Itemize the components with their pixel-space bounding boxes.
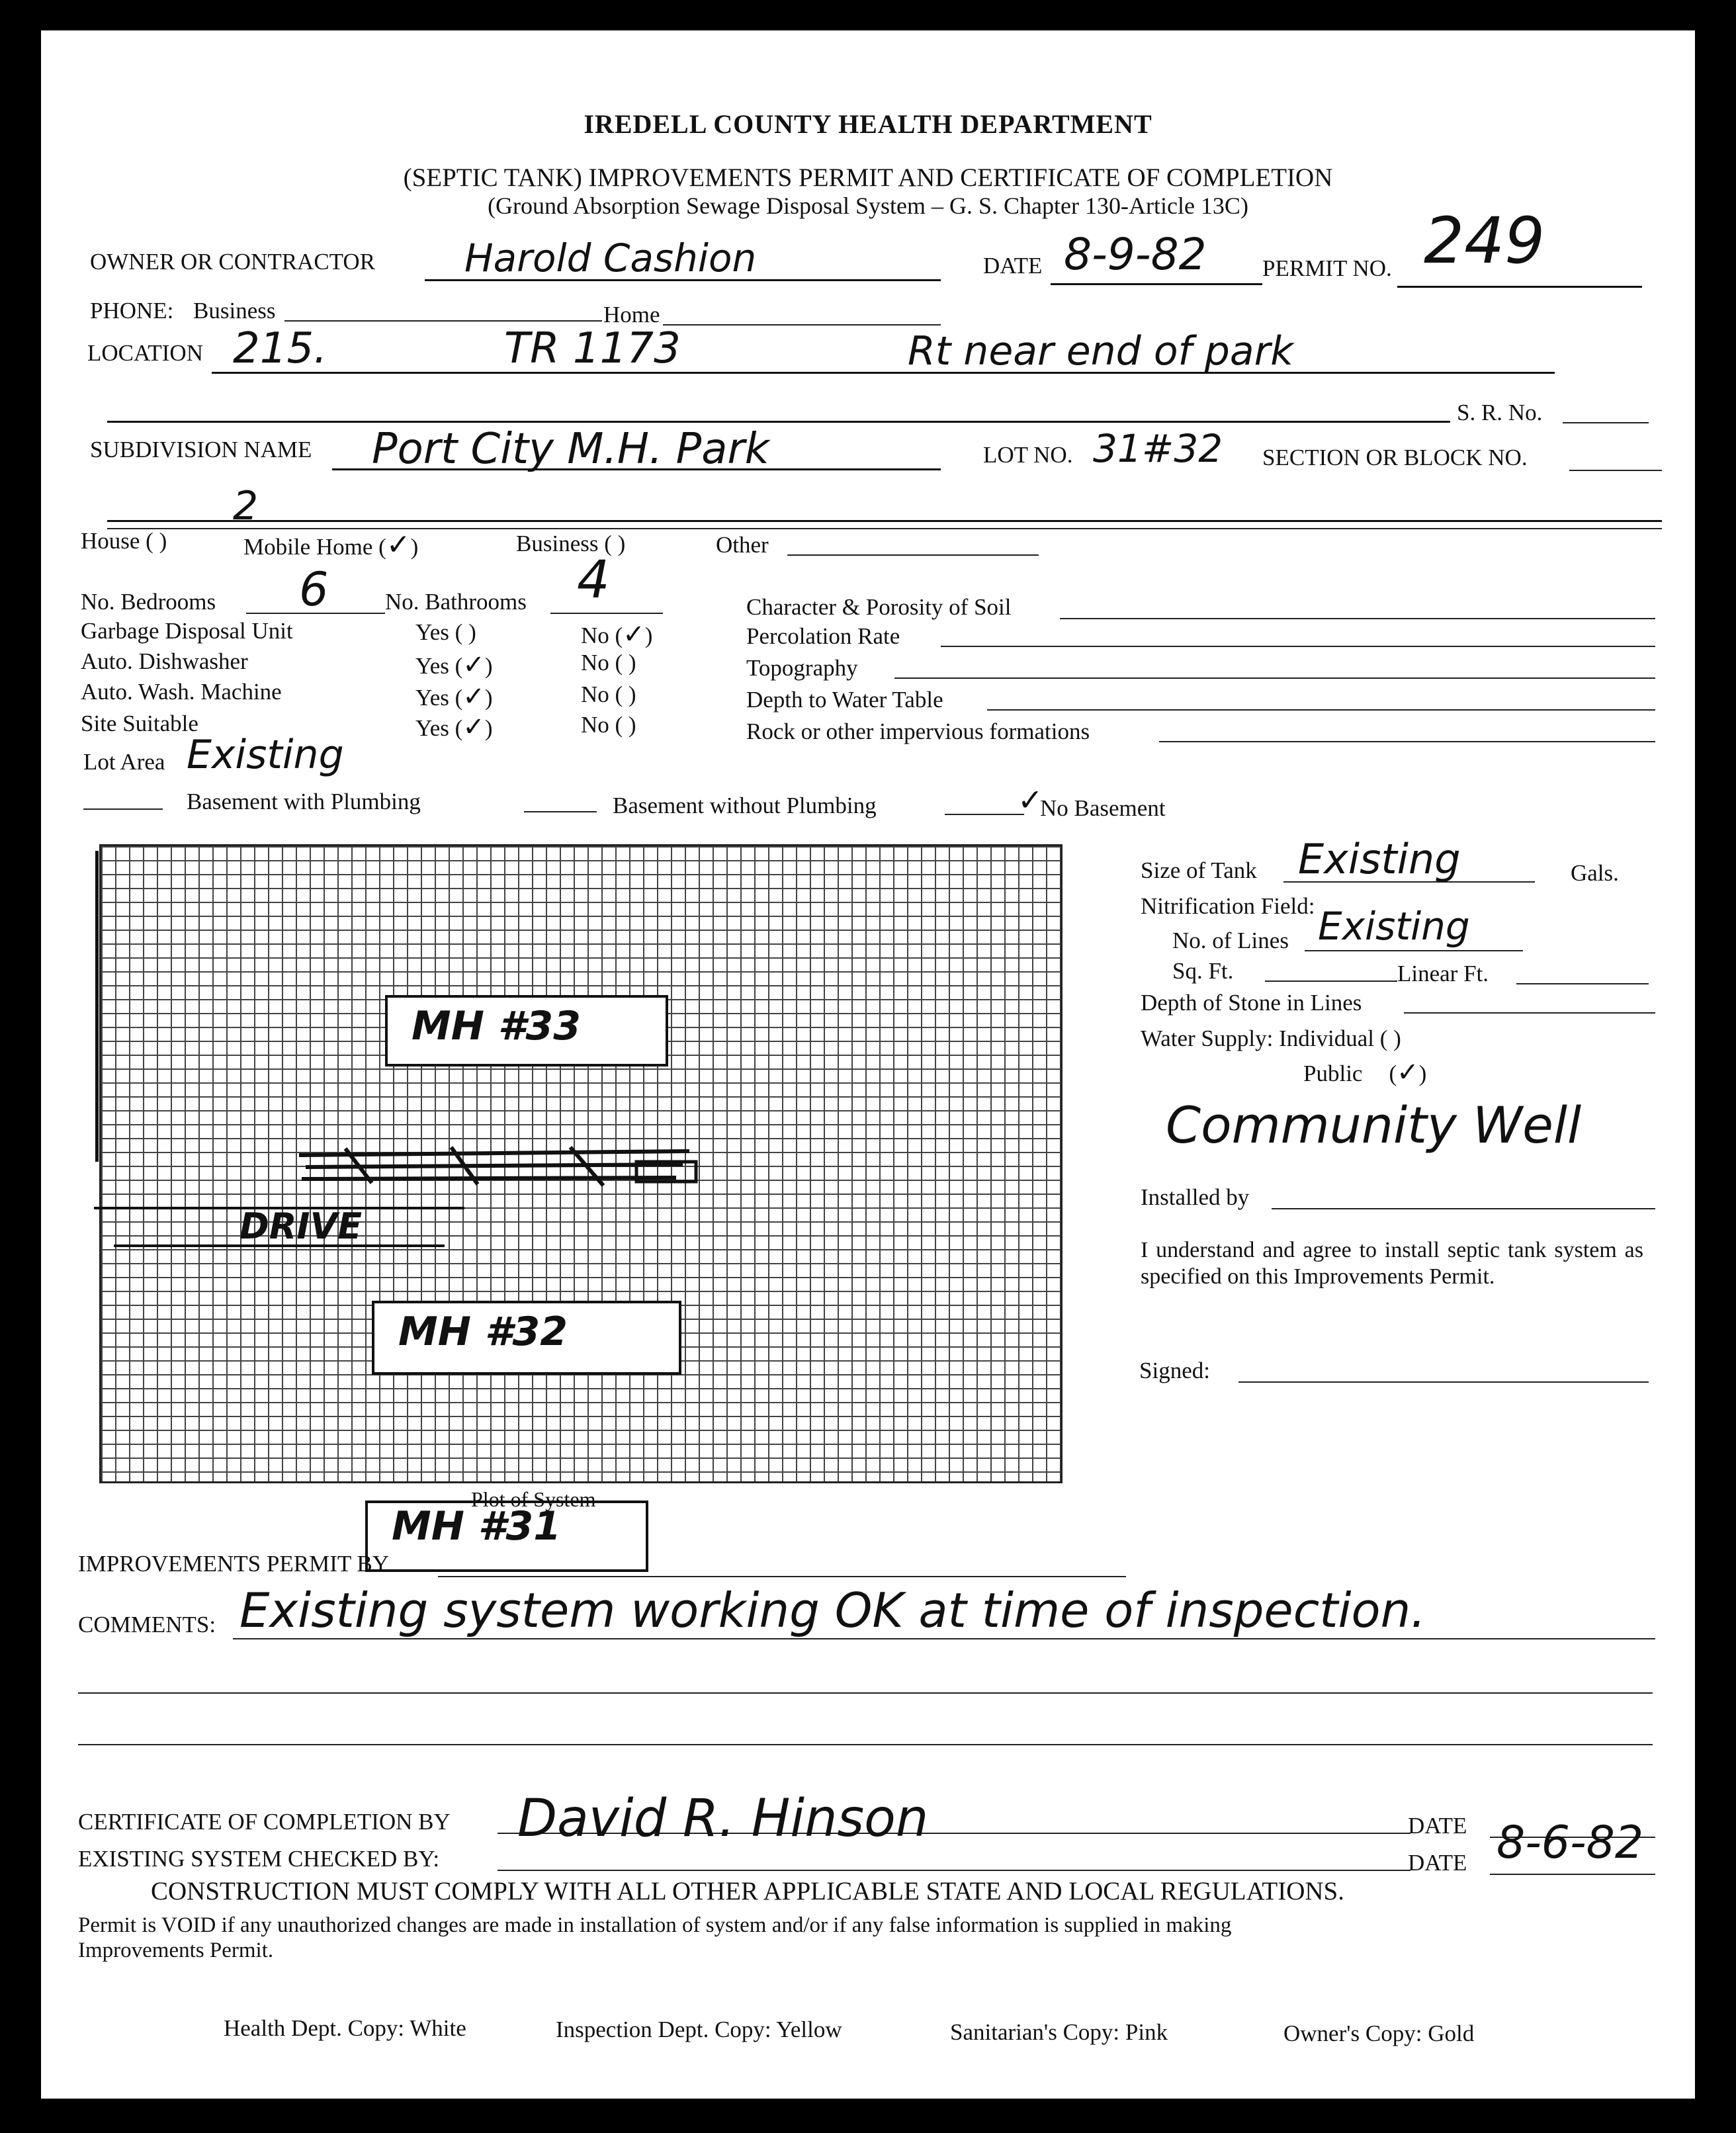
community-well-note: Community Well	[1166, 1096, 1582, 1154]
comments-value: Existing system working OK at time of inspection.	[239, 1583, 1426, 1638]
checked-by-signature: David R. Hinson	[517, 1789, 929, 1849]
checked-date-line	[1490, 1874, 1655, 1875]
subdivision-label: SUBDIVISION NAME	[90, 437, 312, 462]
comments-label: COMMENTS:	[78, 1612, 216, 1637]
check-mark-icon: ✓	[462, 681, 485, 712]
stone-depth-line	[1404, 1012, 1655, 1014]
permit-value: 249	[1424, 204, 1545, 278]
plot-of-system-label: Plot of System	[471, 1487, 596, 1511]
phone-home-line	[663, 324, 941, 326]
mh31-label: MH #31	[392, 1503, 562, 1549]
void-notice-line-1: Permit is VOID if any unauthorized changes are made in installation of system and/or if any false information is supplied in making	[78, 1913, 1232, 1937]
percolation-line	[941, 646, 1655, 647]
basement-without-label: Basement without Plumbing	[613, 793, 877, 818]
bedrooms-value: 6	[299, 562, 329, 617]
check-mark-icon: ✓	[623, 619, 645, 650]
section-block-line	[1569, 470, 1662, 471]
site-suitable-yes	[415, 712, 493, 742]
dishwasher-no: No ( )	[581, 650, 636, 675]
water-individual-label: Water Supply: Individual ( )	[1141, 1025, 1401, 1051]
subdivision-separator	[107, 520, 1662, 522]
document-subtitle: (SEPTIC TANK) IMPROVEMENTS PERMIT AND CERTIFICATE OF COMPLETION	[403, 163, 1333, 192]
dishwasher-yes-close: )	[484, 653, 493, 679]
water-public-label	[1303, 1057, 1426, 1088]
mobile-home-label: Mobile Home (	[243, 534, 386, 560]
sqft-label: Sq. Ft.	[1172, 958, 1234, 984]
basement-without-line	[524, 811, 597, 812]
soil-porosity-label: Character & Porosity of Soil	[746, 594, 1012, 620]
site-suitable-no: No ( )	[581, 712, 636, 738]
lines-value: Existing	[1318, 904, 1470, 949]
lines-label: No. of Lines	[1172, 928, 1289, 953]
location-value-number: 215.	[233, 324, 327, 373]
mobile-home-option	[243, 528, 418, 562]
sqft-line	[1265, 980, 1397, 982]
location-value-road: TR 1173	[504, 324, 681, 373]
basement-with-line	[83, 808, 163, 810]
section-block-label: SECTION OR BLOCK NO.	[1262, 445, 1528, 470]
gallons-label: Gals.	[1571, 860, 1619, 886]
check-mark-icon: ✓	[462, 712, 485, 742]
house-option: House ( )	[81, 528, 167, 554]
certificate-label: CERTIFICATE OF COMPLETION BY	[78, 1809, 451, 1835]
dishwasher-yes-label: Yes (	[415, 653, 463, 679]
wash-machine-yes-close: )	[484, 685, 493, 711]
permit-document	[41, 30, 1695, 2099]
installed-by-line	[1272, 1208, 1655, 1209]
void-notice-line-2: Improvements Permit.	[78, 1938, 274, 1962]
mh32-label: MH #32	[398, 1309, 568, 1355]
owner-value: Harold Cashion	[464, 236, 757, 281]
checked-by-line	[498, 1870, 1410, 1871]
check-mark-icon: ✓	[1018, 782, 1043, 818]
site-suitable-yes-close: )	[484, 715, 493, 741]
dishwasher-label: Auto. Dishwasher	[81, 648, 248, 674]
copy-owner: Owner's Copy: Gold	[1283, 2021, 1475, 2046]
phone-label: PHONE:	[90, 298, 174, 324]
date-value: 8-9-82	[1064, 229, 1207, 280]
bathrooms-value: 4	[577, 550, 610, 610]
plot-left-border-mark	[95, 851, 99, 1162]
comments-line-3	[78, 1744, 1653, 1745]
drive-label: DRIVE	[239, 1205, 363, 1247]
document-title: IREDELL COUNTY HEALTH DEPARTMENT	[584, 109, 1152, 139]
topography-line	[894, 677, 1655, 679]
check-mark-icon: ✓	[1397, 1057, 1419, 1088]
site-suitable-label: Site Suitable	[81, 711, 198, 736]
scribble-mark	[292, 1142, 703, 1188]
bedrooms-label: No. Bedrooms	[81, 589, 216, 615]
tank-size-value: Existing	[1298, 835, 1461, 883]
business-option: Business ( )	[516, 531, 626, 556]
sr-no-line	[1563, 422, 1649, 423]
location-value-detail: Rt near end of park	[908, 328, 1294, 374]
phone-home-label: Home	[603, 302, 660, 327]
copy-health-dept: Health Dept. Copy: White	[224, 2015, 466, 2041]
location-line	[212, 372, 1555, 374]
garbage-disposal-no-label: No (	[581, 623, 623, 648]
wash-machine-yes-label: Yes (	[415, 685, 463, 711]
agreement-text: I understand and agree to install septic tank system as specified on this Improvements Permit.	[1141, 1238, 1643, 1289]
date-line	[1051, 283, 1262, 285]
water-table-line	[987, 709, 1655, 711]
topography-label: Topography	[746, 655, 858, 681]
tank-size-label: Size of Tank	[1141, 857, 1257, 883]
lot-no-label: LOT NO.	[983, 442, 1073, 468]
signed-label: Signed:	[1139, 1358, 1210, 1383]
lot-no-value: 31#32	[1093, 426, 1223, 471]
location-line-2	[107, 421, 1450, 423]
comments-line-2	[78, 1692, 1653, 1694]
other-line	[787, 554, 1039, 556]
installed-by-label: Installed by	[1141, 1184, 1250, 1210]
garbage-disposal-no	[581, 619, 652, 650]
permit-label: PERMIT NO.	[1262, 255, 1392, 281]
rock-formations-label: Rock or other impervious formations	[746, 718, 1090, 744]
site-suitable-yes-label: Yes (	[415, 715, 463, 741]
copy-sanitarian: Sanitarian's Copy: Pink	[950, 2019, 1168, 2045]
date-label: DATE	[983, 253, 1043, 279]
subdivision-value: Port City M.H. Park	[372, 425, 769, 474]
percolation-label: Percolation Rate	[746, 623, 900, 649]
mobile-home-close: )	[410, 534, 419, 560]
comply-notice: CONSTRUCTION MUST COMPLY WITH ALL OTHER APPLICABLE STATE AND LOCAL REGULATIONS.	[151, 1877, 1344, 1905]
check-mark-icon: ✓	[386, 528, 411, 562]
signed-line	[1238, 1381, 1649, 1383]
location-label: LOCATION	[87, 340, 203, 366]
water-table-label: Depth to Water Table	[746, 687, 943, 713]
linear-ft-line	[1516, 983, 1649, 984]
garbage-disposal-yes: Yes ( )	[415, 619, 476, 645]
soil-porosity-line	[1060, 618, 1655, 619]
phone-business-line	[284, 320, 602, 322]
water-public-close: )	[1418, 1061, 1427, 1086]
linear-ft-label: Linear Ft.	[1397, 961, 1489, 986]
bathrooms-line	[550, 613, 663, 614]
lot-area-label: Lot Area	[83, 749, 165, 775]
mobile-home-mark: 2	[233, 483, 259, 529]
basement-with-label: Basement with Plumbing	[187, 789, 421, 814]
comments-line-1	[233, 1638, 1655, 1639]
water-public-text: Public	[1303, 1061, 1363, 1086]
checked-date-value: 8-6-82	[1497, 1817, 1644, 1869]
stone-depth-label: Depth of Stone in Lines	[1141, 990, 1362, 1016]
wash-machine-label: Auto. Wash. Machine	[81, 679, 282, 705]
checked-date-label: DATE	[1408, 1850, 1467, 1876]
no-basement-line	[945, 814, 1024, 815]
certificate-date-label: DATE	[1408, 1813, 1467, 1839]
no-basement-label: No Basement	[1040, 795, 1166, 821]
mh33-label: MH #33	[412, 1003, 582, 1049]
permit-line	[1397, 286, 1642, 288]
copy-inspection-dept: Inspection Dept. Copy: Yellow	[556, 2017, 842, 2042]
sr-no-label: S. R. No.	[1457, 400, 1543, 425]
lines-line	[1305, 950, 1523, 951]
check-mark-icon: ✓	[462, 650, 485, 680]
other-option: Other	[716, 532, 769, 558]
document-statute: (Ground Absorption Sewage Disposal System – G. S. Chapter 130-Article 13C)	[488, 193, 1248, 219]
dishwasher-yes	[415, 650, 493, 680]
garbage-disposal-no-close: )	[644, 623, 653, 648]
wash-machine-no: No ( )	[581, 681, 636, 707]
bathrooms-label: No. Bathrooms	[385, 589, 527, 615]
owner-label: OWNER OR CONTRACTOR	[90, 249, 376, 275]
rock-formations-line	[1159, 741, 1655, 742]
checked-by-label: EXISTING SYSTEM CHECKED BY:	[78, 1846, 440, 1872]
water-public-open: (	[1389, 1061, 1397, 1086]
permit-by-label: IMPROVEMENTS PERMIT BY	[78, 1551, 389, 1577]
lot-area-value: Existing	[187, 732, 344, 778]
phone-business-label: Business	[193, 298, 276, 324]
wash-machine-yes	[415, 681, 493, 712]
nitrification-label: Nitrification Field:	[1141, 893, 1315, 919]
garbage-disposal-label: Garbage Disposal Unit	[81, 618, 293, 644]
permit-by-line	[438, 1576, 1126, 1577]
